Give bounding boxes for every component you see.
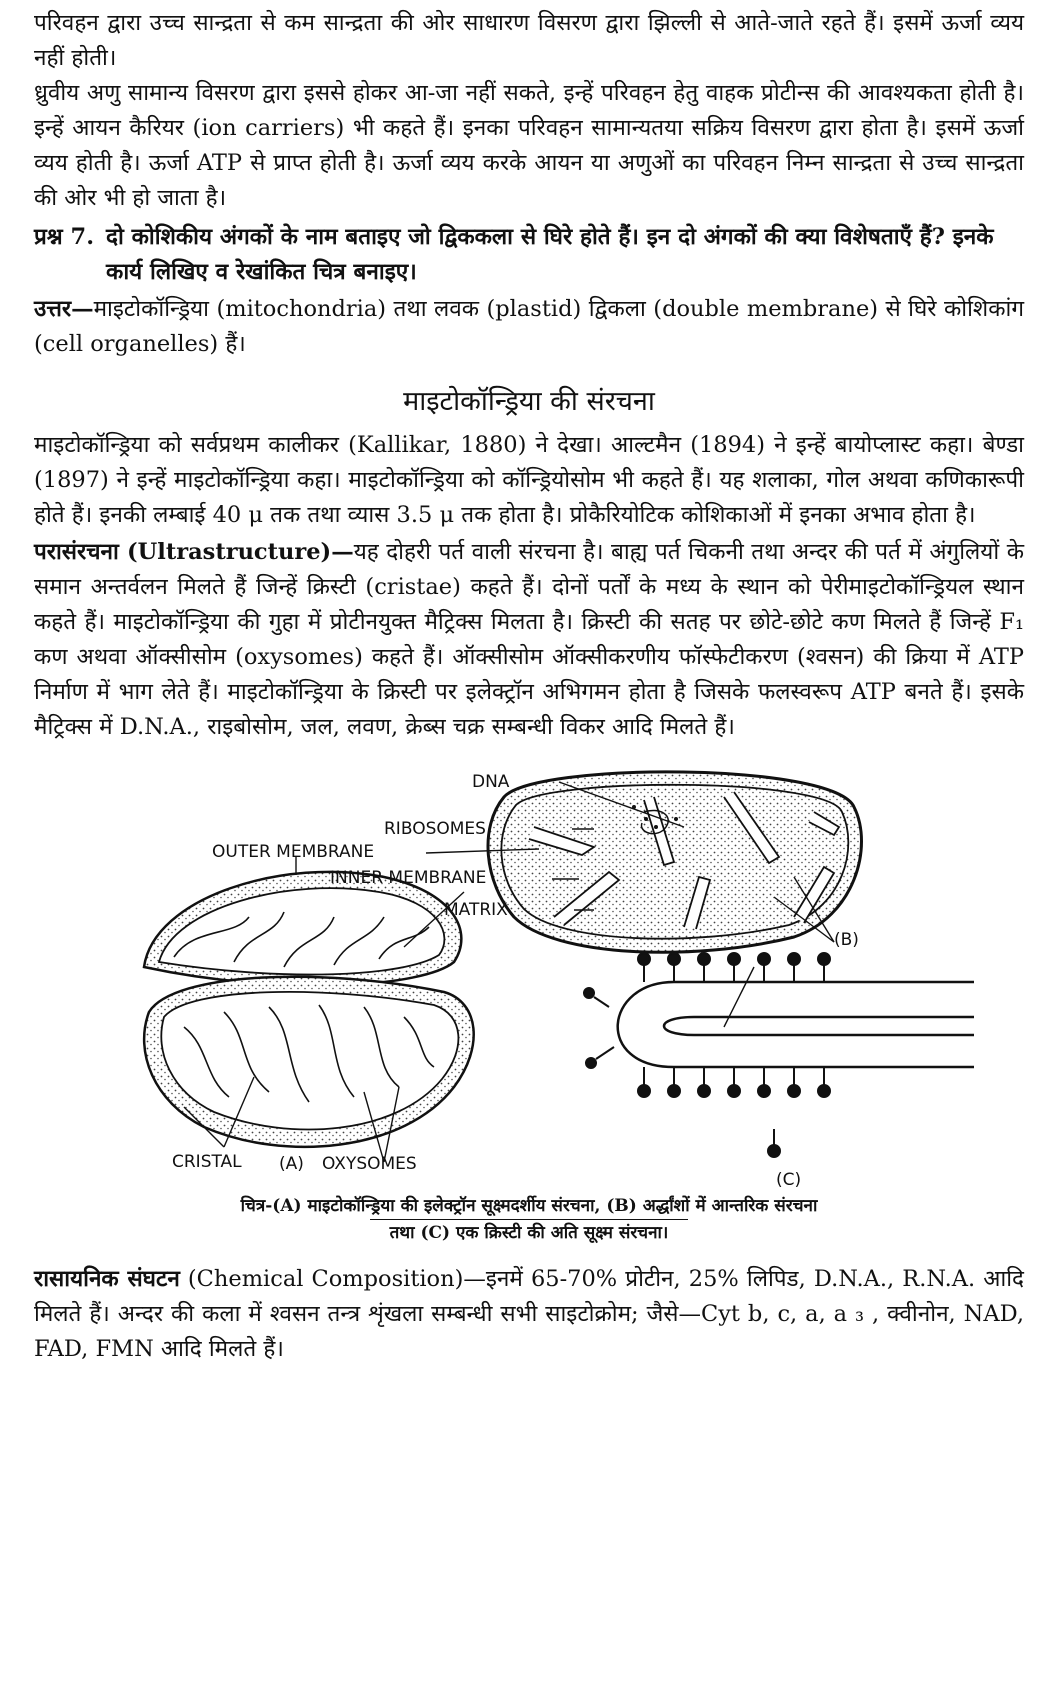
label-b: (B) — [834, 930, 859, 950]
label-oxysomes: OXYSOMES — [322, 1154, 417, 1174]
textbook-page — [34, 6, 1024, 1367]
ultrastructure-text: यह दोहरी पर्त वाली संरचना है। बाह्य पर्त चिकनी तथा अन्दर की पर्त में अंगुलियों के समान अन्तर्वलन मिलते हैं जिन्हें क्रिस्टी (cristae) कहते हैं। दोनों पर्तों के मध्य के स्थान को पेरीमाइटोकॉन्ड्रियल स्थान कहते हैं। माइटोकॉन्ड्रिया की गुहा में प्रोटीनयुक्त मैट्रिक्स मिलता है। क्रिस्टी की सतह पर छोटे-छोटे कण मिलते हैं जिन्हें F₁ कण अथवा ऑक्सीसोम (oxysomes) कहते हैं। ऑक्सीसोम ऑक्सीकरणीय फॉस्फेटीकरण (श्वसन) की क्रिया में ATP निर्माण में भाग लेते हैं। माइटोकॉन्ड्रिया के क्रिस्टी पर इलेक्ट्रॉन अभिगमन होता है जिसके फलस्वरूप ATP बनते हैं। इसके मैट्रिक्स में D.N.A., राइबोसोम, जल, लवण, क्रेब्स चक्र सम्बन्धी विकर आदि मिलते हैं। — [34, 539, 1024, 740]
label-matrix: MATRIX — [444, 900, 508, 920]
ultrastructure-paragraph — [34, 535, 1024, 745]
intro-paragraph-2: ध्रुवीय अणु सामान्य विसरण द्वारा इससे होकर आ-जा नहीं सकते, इन्हें परिवहन हेतु वाहक प्रोटीन्स की आवश्यकता होती है। इन्हें आयन कैरियर (ion carriers) भी कहते हैं। इनका परिवहन सामान्यतया सक्रिय विसरण द्वारा होता है। इसमें ऊर्जा व्यय होती है। ऊर्जा ATP से प्राप्त होती है। ऊर्जा व्यय करके आयन या अणुओं का परिवहन निम्न सान्द्रता से उच्च सान्द्रता की ओर भी हो जाता है। — [34, 80, 1024, 211]
question-text: दो कोशिकीय अंगकों के नाम बताइए जो द्विककला से घिरे होते हैं। इन दो अंगकों की क्या विशेषताएँ हैं? इनके कार्य लिखिए व रेखांकित चित्र बनाइए। — [106, 224, 994, 285]
figure-caption — [34, 1193, 1024, 1246]
label-inner-membrane: INNER MEMBRANE — [330, 868, 487, 888]
chemical-text: (Chemical Composition)—इनमें 65-70% प्रोटीन, 25% लिपिड, D.N.A., R.N.A. आदि मिलते हैं। अन्दर की कला में श्वसन तन्त्र शृंखला सम्बन्धी सभी साइटोक्रोम; जैसे—Cyt b, c, a, a ₃ , क्वीनोन, NAD, FAD, FMN आदि मिलते हैं। — [34, 1266, 1025, 1362]
caption-line-2: तथा (C) एक क्रिस्टी की अति सूक्ष्म संरचना। — [370, 1219, 689, 1246]
label-cristal: CRISTAL — [172, 1152, 242, 1172]
mitochondria-diagram — [34, 767, 1024, 1242]
mitochondrion-lower-half — [144, 977, 474, 1147]
caption-line-1: चित्र-(A) माइटोकॉन्ड्रिया की इलेक्ट्रॉन सूक्ष्मदर्शीय संरचना, (B) अर्द्धांशों में आन्तरिक संरचना — [240, 1196, 818, 1216]
crista-detail — [584, 953, 974, 1157]
mitochondrion-upper-half — [144, 872, 461, 986]
mitochondrion-section — [488, 772, 862, 952]
history-paragraph: माइटोकॉन्ड्रिया को सर्वप्रथम कालीकर (Kallikar, 1880) ने देखा। आल्टमैन (1894) ने इन्हें बायोप्लास्ट कहा। बेण्डा (1897) ने इन्हें माइटोकॉन्ड्रिया कहा। माइटोकॉन्ड्रिया को कॉन्ड्रियोसोम भी कहते हैं। यह शलाका, गोल अथवा कणिकारूपी होते हैं। इनकी लम्बाई 40 μ तक तथा व्यास 3.5 μ तक होता है। प्रोकैरियोटिक कोशिकाओं में इनका अभाव होता है। — [34, 432, 1024, 528]
label-ribosomes: RIBOSOMES — [384, 819, 486, 839]
answer-text: माइटोकॉन्ड्रिया (mitochondria) तथा लवक (plastid) द्विकला (double membrane) से घिरे कोशिकांग (cell organelles) हैं। — [34, 296, 1024, 357]
ultrastructure-label: परासंरचना (Ultrastructure)— — [34, 539, 354, 565]
chemical-composition-paragraph — [34, 1262, 1024, 1367]
answer-paragraph — [34, 292, 1024, 362]
question-block — [34, 220, 1024, 290]
question-label: प्रश्न 7. — [34, 224, 95, 250]
label-outer-membrane: OUTER MEMBRANE — [212, 842, 375, 862]
intro-paragraph-1: परिवहन द्वारा उच्च सान्द्रता से कम सान्द्रता की ओर साधारण विसरण द्वारा झिल्ली से आते-जाते रहते हैं। इसमें ऊर्जा व्यय नहीं होती। — [34, 10, 1024, 71]
label-dna: DNA — [472, 772, 510, 792]
chemical-label: रासायनिक संघटन — [34, 1266, 180, 1292]
label-c: (C) — [776, 1170, 802, 1190]
section-heading: माइटोकॉन्ड्रिया की संरचना — [403, 386, 655, 417]
oxysome-particles — [584, 953, 830, 1157]
label-a: (A) — [279, 1154, 304, 1174]
mitochondria-figure — [34, 767, 1024, 1242]
answer-label: उत्तर— — [34, 296, 94, 322]
